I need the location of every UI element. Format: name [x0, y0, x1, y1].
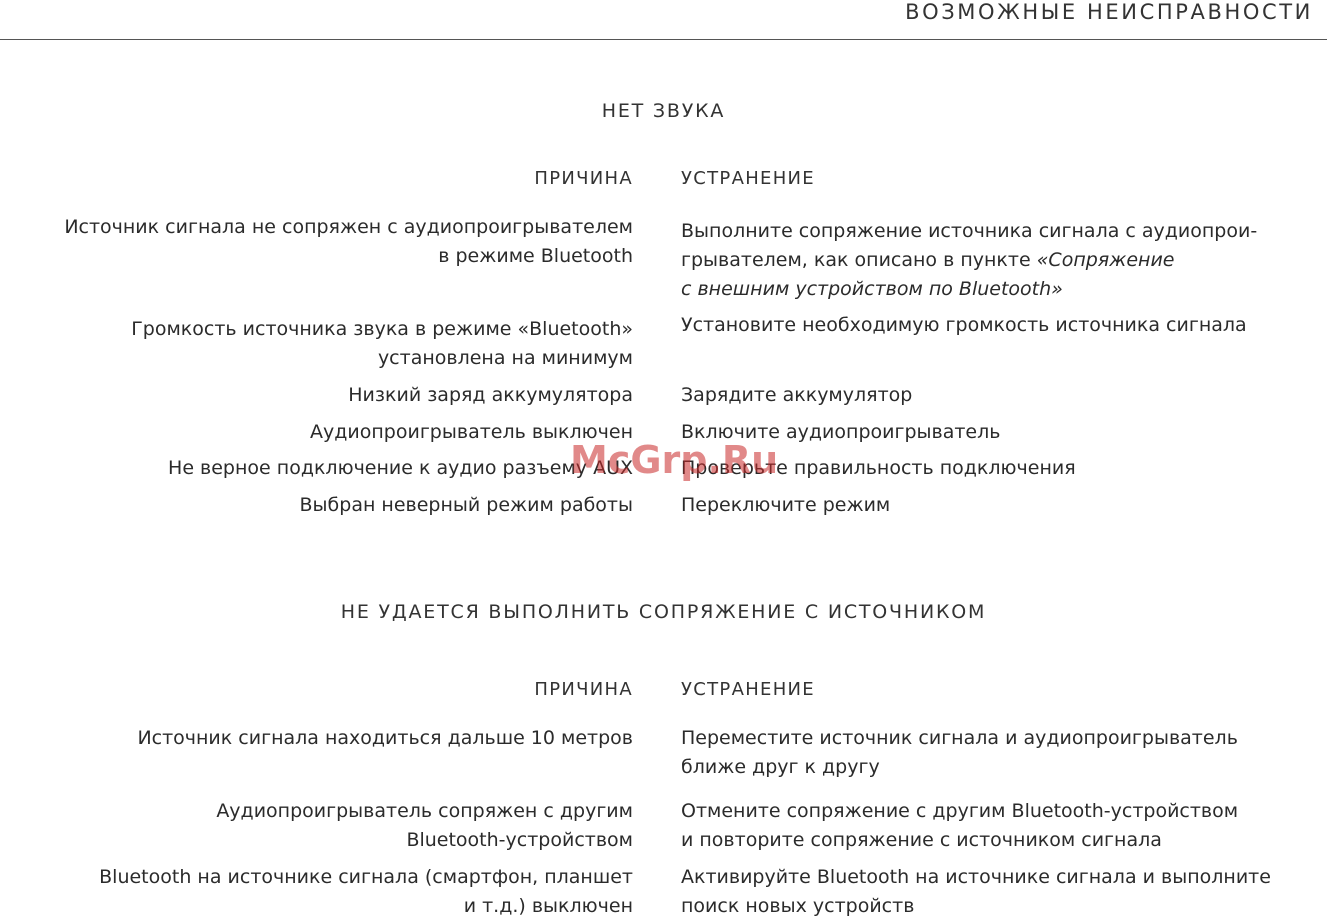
- page-title: ВОЗМОЖНЫЕ НЕИСПРАВНОСТИ: [905, 0, 1313, 24]
- fix-column-header: УСТРАНЕНИЕ: [681, 168, 815, 189]
- table-row-cause: Аудиопроигрыватель выключен: [310, 421, 633, 443]
- section-title: НЕ УДАЕТСЯ ВЫПОЛНИТЬ СОПРЯЖЕНИЕ С ИСТОЧНИКОМ: [340, 601, 987, 623]
- table-row-fix: Активируйте Bluetooth на источнике сигнала и выполните поиск новых устройств: [681, 866, 1271, 917]
- header-divider: [0, 39, 1327, 40]
- table-row-cause: Низкий заряд аккумулятора: [348, 384, 633, 406]
- table-row-cause: Bluetooth на источнике сигнала (смартфон, планшет и т.д.) выключен: [99, 866, 633, 917]
- section-title: НЕТ ЗВУКА: [601, 100, 726, 122]
- table-row-cause: Громкость источника звука в режиме «Bluetooth» установлена на минимум: [131, 318, 633, 369]
- cause-column-header: ПРИЧИНА: [534, 679, 633, 700]
- table-row-cause: Источник сигнала не сопряжен с аудиопроигрывателем в режиме Bluetooth: [64, 216, 633, 267]
- table-row-cause: Выбран неверный режим работы: [299, 494, 633, 516]
- table-row-fix: Установите необходимую громкость источника сигнала: [681, 314, 1247, 336]
- table-row-fix: Отмените сопряжение с другим Bluetooth-устройством и повторите сопряжение с источником сигнала: [681, 800, 1239, 851]
- table-row-fix: Выполните сопряжение источника сигнала с аудиопрои- грывателем, как описано в пункте «Сопряжение с внешним устройством по Bluetooth»: [681, 220, 1258, 300]
- watermark: McGrp.Ru: [570, 438, 779, 482]
- table-row-fix: Проверьте правильность подключения: [681, 457, 1076, 479]
- table-row-fix: Переключите режим: [681, 494, 891, 516]
- table-row-cause: Источник сигнала находиться дальше 10 метров: [137, 727, 633, 749]
- table-row-cause: Не верное подключение к аудио разъему AUX: [168, 457, 633, 479]
- table-row-fix: Переместите источник сигнала и аудиопроигрыватель ближе друг к другу: [681, 727, 1238, 778]
- table-row-fix: Включите аудиопроигрыватель: [681, 421, 1001, 443]
- cause-column-header: ПРИЧИНА: [534, 168, 633, 189]
- table-row-cause: Аудиопроигрыватель сопряжен с другим Bluetooth-устройством: [216, 800, 633, 851]
- table-row-fix: Зарядите аккумулятор: [681, 384, 913, 406]
- fix-column-header: УСТРАНЕНИЕ: [681, 679, 815, 700]
